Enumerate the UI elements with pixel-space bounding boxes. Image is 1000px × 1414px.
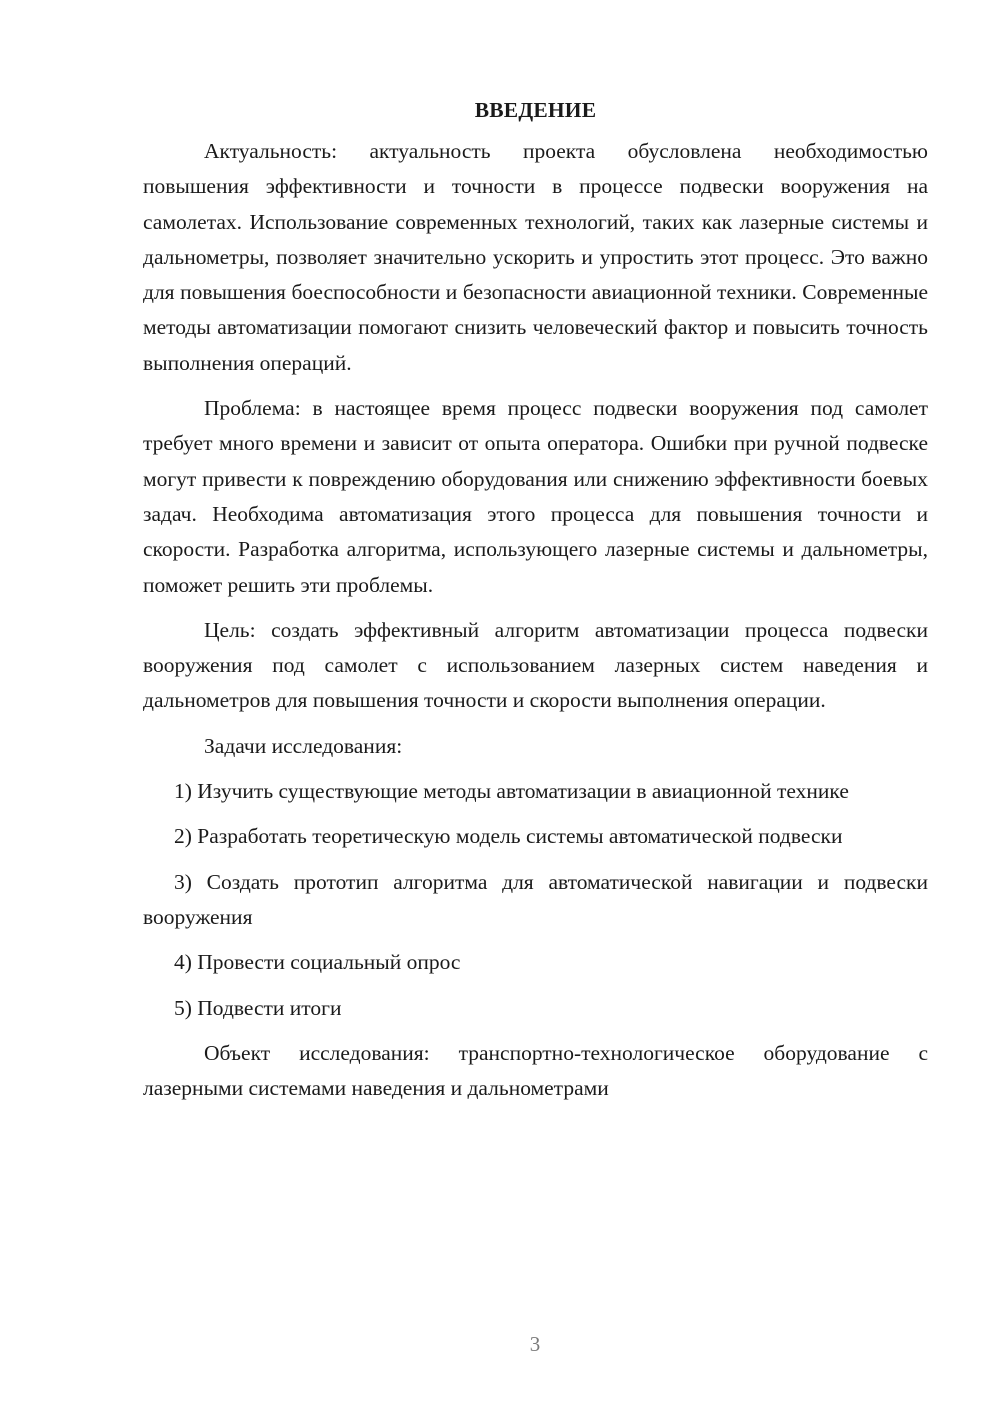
task-item: 1) Изучить существующие методы автоматизации в авиационной технике (174, 779, 849, 804)
task-item: 3) Создать прототип алгоритма для автоматической навигации и подвески вооружения (143, 869, 928, 929)
problem-paragraph: Проблема: в настоящее время процесс подвески вооружения под самолет требует много времени и зависит от опыта оператора. Ошибки при ручной подвеске могут привести к повреждению оборудования или снижению эффективности боевых задач. Необходима автоматизация этого процесса для повышения точности и скорости. Разработка алгоритма, использующего лазерные системы и дальнометры, поможет решить эти проблемы. (143, 396, 928, 597)
task-item: 5) Подвести итоги (174, 995, 342, 1020)
task-item: 4) Провести социальный опрос (174, 950, 461, 975)
tasks-heading: Задачи исследования: (204, 733, 403, 758)
object-paragraph: Объект исследования: транспортно-технологическое оборудование с лазерными системами наведения и дальнометрами (143, 1040, 928, 1101)
section-heading: ВВЕДЕНИЕ (474, 98, 597, 122)
page-content (143, 93, 928, 1116)
relevance-paragraph: Актуальность: актуальность проекта обусловлена необходимостью повышения эффективности и точности в процессе подвески вооружения на самолетах. Использование современных технологий, таких как лазерные системы и дальнометры, позволяет значительно ускорить и упростить этот процесс. Это важно для повышения боеспособности и безопасности авиационной техники. Современные методы автоматизации помогают снизить человеческий фактор и повысить точность выполнения операций. (143, 139, 928, 375)
task-item: 2) Разработать теоретическую модель системы автоматической подвески (174, 824, 843, 849)
page-number: 3 (529, 1332, 541, 1356)
goal-paragraph: Цель: создать эффективный алгоритм автоматизации процесса подвески вооружения под самолет с использованием лазерных систем наведения и дальнометров для повышения точности и скорости выполнения операции. (143, 617, 928, 713)
